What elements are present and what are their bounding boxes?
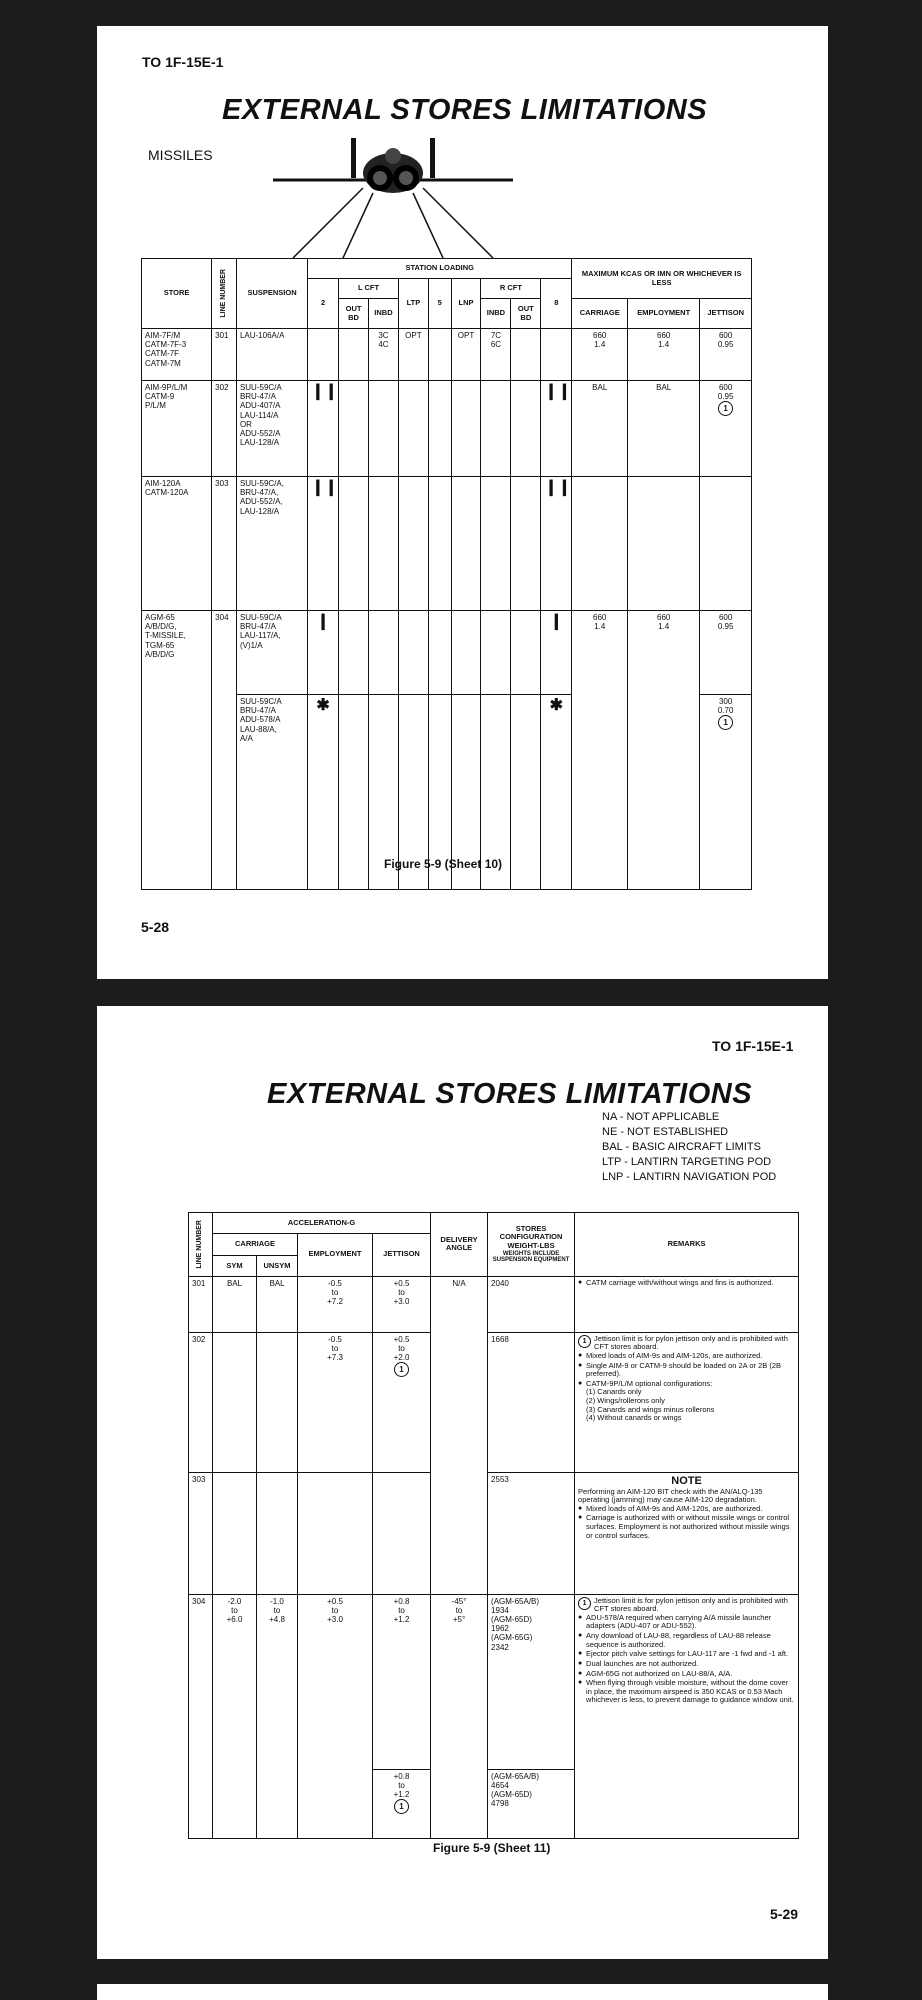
page-title: EXTERNAL STORES LIMITATIONS xyxy=(222,94,708,126)
col-suspension: SUSPENSION xyxy=(236,259,307,329)
note-1-marker: 1 xyxy=(718,715,733,730)
dual-launcher-icon: ❙❙ xyxy=(541,477,572,611)
col-line-number: LINE NUMBER xyxy=(189,1213,213,1277)
missile-loading-table xyxy=(141,258,752,890)
note-1-marker: 1 xyxy=(394,1362,409,1377)
document-page-5-28 xyxy=(97,26,828,979)
doc-id: TO 1F-15E-1 xyxy=(712,1038,794,1054)
table-row: AIM-120A CATM-120A 303 SUU-59C/A, BRU-47/A, ADU-552/A, LAU-128/A ❙❙ ❙❙ xyxy=(142,477,752,611)
change-bar xyxy=(129,412,133,422)
change-bar xyxy=(808,1770,812,1810)
col-carriage: CARRIAGE xyxy=(213,1233,298,1256)
note-1-marker: 1 xyxy=(578,1597,591,1610)
table-row: +0.8 to +1.2 1 (AGM-65A/B) 4654 (AGM-65D) 4798 xyxy=(189,1769,799,1838)
col-rcft-inbd: INBD xyxy=(481,299,511,329)
section-label: MISSILES xyxy=(148,147,213,163)
col-carriage: CARRIAGE xyxy=(572,299,628,329)
note-1-marker: 1 xyxy=(578,1335,591,1348)
dual-launcher-icon: ❙❙ xyxy=(541,381,572,477)
col-unsym: UNSYM xyxy=(257,1256,298,1277)
legend-item: LNP - LANTIRN NAVIGATION POD xyxy=(602,1171,777,1183)
next-page-edge xyxy=(97,1984,828,2000)
single-launcher-icon: ❙ xyxy=(308,611,339,695)
legend-item: NE - NOT ESTABLISHED xyxy=(602,1126,729,1138)
doc-id: TO 1F-15E-1 xyxy=(142,54,224,70)
figure-caption: Figure 5-9 (Sheet 10) xyxy=(384,857,503,871)
table-row: 301 BAL BAL -0.5 to +7.2 +0.5 to +3.0 N/A 2040 ● CATM carriage with/without wings and fins is authorized. xyxy=(189,1276,799,1332)
col-store: STORE xyxy=(142,259,212,329)
change-bar xyxy=(127,630,131,660)
document-page-5-29 xyxy=(97,1006,828,1959)
remarks-cell: 1 Jettison limit is for pylon jettison only and is prohibited with CFT stores aboard. ● ADU-578/A required when carrying A/A missile launcher adapters (ADU-407 or ADU-552). ● Any download of LAU-88, regardless of LAU-88 release sequence is authorized. ● Ejector pitch valve settings for LAU-117 are -1 fwd and -1 aft. ● Dual launches are not authorized. ● AGM-65G not authorized on LAU-88/A, A/A. ● When flying through visible moisture, without the dome cover in place, the maximum airspeed is 350 KCAS or 0.53 Mach whichever is less, to prevent damage to guidance window unit. xyxy=(575,1594,799,1838)
col-rcft-outbd: OUT BD xyxy=(511,299,541,329)
change-bar xyxy=(808,1300,812,1318)
col-remarks: REMARKS xyxy=(575,1213,799,1277)
dual-launcher-icon: ❙❙ xyxy=(308,381,339,477)
dual-launcher-icon: ❙❙ xyxy=(308,477,339,611)
table-row: 303 2553 NOTE Performing an AIM-120 BIT check with the AN/ALQ-135 operating (jamming) may cause AIM-120 degradation. ● Mixed loads of AIM-9s and AIM-120s, are authorized. ● Carriage is authorized with or without missile wings or control surfaces. Employment is not authorized without missile wings or control surfaces. xyxy=(189,1472,799,1594)
col-employment: EMPLOYMENT xyxy=(628,299,700,329)
col-ltp: LTP xyxy=(398,279,428,329)
col-stores-config: STORES CONFIGURATION WEIGHT-LBS WEIGHTS INCLUDE SUSPENSION EQUIPMENT xyxy=(488,1213,575,1277)
change-bar xyxy=(129,755,133,767)
aircraft-silhouette-icon xyxy=(263,138,523,258)
change-bar xyxy=(127,330,131,350)
col-delivery-angle: DELIVERY ANGLE xyxy=(431,1213,488,1277)
table-row: AIM-9P/L/M CATM-9 P/L/M 302 SUU-59C/A BRU-47/A ADU-407/A LAU-114/A OR ADU-552/A LAU-128/A ❙❙ ❙❙ BAL BAL 600 0.95 1 xyxy=(142,381,752,477)
col-rcft: R CFT xyxy=(481,279,541,299)
col-st5: 5 xyxy=(428,279,451,329)
change-bar xyxy=(129,855,133,869)
col-station-loading: STATION LOADING xyxy=(308,259,572,279)
col-line-number: LINE NUMBER xyxy=(212,259,237,329)
col-lcft-outbd: OUT BD xyxy=(339,299,369,329)
change-bar xyxy=(808,1350,812,1470)
table-row: 304 -2.0 to +6.0 -1.0 to +4.8 +0.5 to +3.0 +0.8 to +1.2 -45° to +5° (AGM-65A/B) 1934 (AGM-65D) 1962 (AGM-65G) 2342 1 Jettison limit is for pylon jettison only and is prohibited with CFT stores aboard. ● ADU-578/A required when carrying A/A missile launcher adapters (ADU-407 or ADU-552). ● Any download of LAU-88, regardless of LAU-88 release sequence is authorized. ● Ejector pitch valve settings for LAU-117 are -1 fwd and -1 aft. ● Dual launches are not authorized. ● AGM-65G not authorized on LAU-88/A, A/A. ● When flying through visible moisture, without the dome cover in place, the maximum airspeed is 350 KCAS or 0.53 Mach whichever is less, to prevent damage to guidance window unit. xyxy=(189,1594,799,1769)
col-jettison: JETTISON xyxy=(700,299,752,329)
table-row: AGM-65 A/B/D/G, T-MISSILE, TGM-65 A/B/D/G 304 SUU-59C/A BRU-47/A LAU-117/A, (V)1/A ❙ ❙ 660 1.4 660 1.4 600 0.95 xyxy=(142,611,752,695)
note-1-marker: 1 xyxy=(718,401,733,416)
remarks-cell: 1 Jettison limit is for pylon jettison only and is prohibited with CFT stores aboard. ● Mixed loads of AIM-9s and AIM-120s, are authorized. ● Single AIM-9 or CATM-9 should be loaded on 2A or 2B (2B preferred). ● CATM-9P/L/M optional configurations: (1) Canards only (2) Wings/rollerons only (3) Canards and wings minus rollerons (4) Without canards or wings xyxy=(575,1332,799,1472)
page-number: 5-29 xyxy=(770,1906,799,1922)
remarks-cell: ● CATM carriage with/without wings and fins is authorized. xyxy=(575,1276,799,1332)
legend-item: LTP - LANTIRN TARGETING POD xyxy=(602,1156,772,1168)
col-employment: EMPLOYMENT xyxy=(298,1233,373,1276)
col-sym: SYM xyxy=(213,1256,257,1277)
table-row: 302 -0.5 to +7.3 +0.5 to +2.0 1 1668 1 Jettison limit is for pylon jettison only and is prohibited with CFT stores aboard. ● Mixed loads of AIM-9s and AIM-120s, are authorized. ● Single AIM-9 or CATM-9 should be loaded on 2A or 2B (2B preferred). ● CATM-9P/L/M optional configurations: (1) Canards only (2) Wings/rollerons only (3) Canards and wings minus rollerons (4) Without canards or wings xyxy=(189,1332,799,1472)
col-acceleration: ACCELERATION-G xyxy=(213,1213,431,1234)
acceleration-table xyxy=(188,1212,799,1839)
col-lcft: L CFT xyxy=(339,279,399,299)
table-row: SUU-59C/A BRU-47/A ADU-578/A LAU-88/A, A/A ✱ ✱ 300 0.70 1 xyxy=(142,695,752,890)
col-st8: 8 xyxy=(541,279,572,329)
page-title: EXTERNAL STORES LIMITATIONS xyxy=(267,1078,753,1110)
single-launcher-icon: ❙ xyxy=(541,611,572,695)
col-lcft-inbd: INBD xyxy=(369,299,399,329)
figure-caption: Figure 5-9 (Sheet 11) xyxy=(433,1841,551,1855)
legend-item: NA - NOT APPLICABLE xyxy=(602,1111,720,1123)
col-lnp: LNP xyxy=(451,279,481,329)
note-1-marker: 1 xyxy=(394,1799,409,1814)
table-row: AIM-7F/M CATM-7F-3 CATM-7F CATM-7M 301 LAU-106A/A 3C 4C OPT OPT 7C 6C 660 1.4 660 1.4 600 0.95 xyxy=(142,329,752,381)
change-bar xyxy=(808,1245,812,1285)
abbreviation-legend xyxy=(602,1110,776,1185)
note-heading: NOTE xyxy=(671,1474,702,1487)
remarks-cell: NOTE Performing an AIM-120 BIT check with the AN/ALQ-135 operating (jamming) may cause AIM-120 degradation. ● Mixed loads of AIM-9s and AIM-120s, are authorized. ● Carriage is authorized with or without missile wings or control surfaces. Employment is not authorized without missile wings or control surfaces. xyxy=(575,1472,799,1594)
triple-launcher-icon: ✱ xyxy=(541,695,572,890)
col-st2: 2 xyxy=(308,279,339,329)
col-max-kcas: MAXIMUM KCAS OR IMN OR WHICHEVER IS LESS xyxy=(572,259,752,299)
triple-launcher-icon: ✱ xyxy=(308,695,339,890)
col-jettison: JETTISON xyxy=(373,1233,431,1276)
legend-item: BAL - BASIC AIRCRAFT LIMITS xyxy=(602,1141,761,1153)
change-bar xyxy=(808,1500,812,1610)
change-bar xyxy=(808,1196,812,1210)
page-number: 5-28 xyxy=(141,919,170,935)
